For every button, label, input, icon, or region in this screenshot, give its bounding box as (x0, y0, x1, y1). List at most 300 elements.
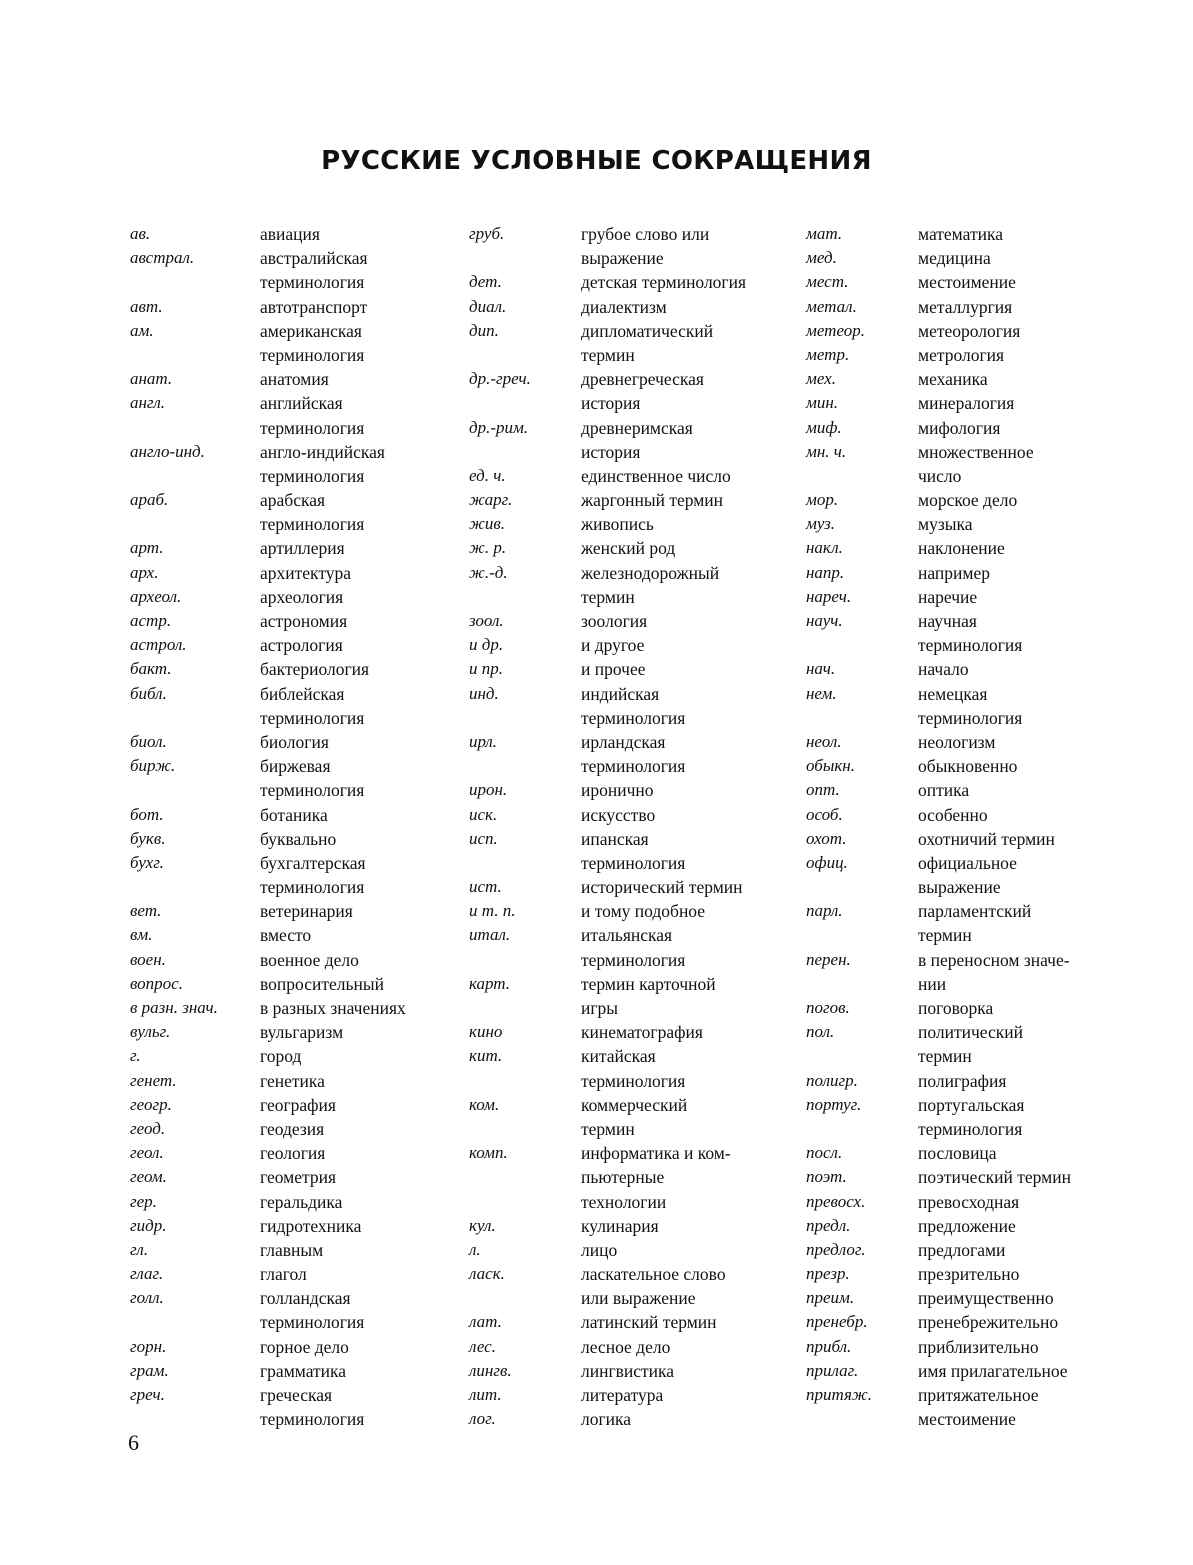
abbreviation-meaning: иронично (581, 780, 654, 801)
abbreviation (130, 512, 260, 536)
abbreviation: преим. (806, 1288, 855, 1308)
abbreviation-entry (130, 1093, 406, 1117)
abbreviation: охот. (806, 828, 847, 848)
abbreviation-entry (469, 561, 746, 585)
abbreviation: карт. (469, 973, 511, 993)
abbreviation-meaning: кинематография (581, 1022, 703, 1043)
abbreviation-meaning: лесное дело (581, 1336, 671, 1357)
abbreviation-entry (806, 367, 1071, 391)
abbreviation-entry (130, 875, 406, 899)
abbreviation-entry (469, 633, 746, 657)
abbreviation: презр. (806, 1264, 850, 1284)
abbreviation-entry (806, 270, 1071, 294)
abbreviation-entry (469, 972, 746, 996)
abbreviation: инд. (469, 683, 499, 703)
abbreviation-entry (806, 1190, 1071, 1214)
abbreviation-meaning: нии (918, 973, 947, 994)
abbreviation-meaning: множественное (918, 441, 1034, 462)
abbreviation-entry (469, 706, 746, 730)
abbreviation-entry (806, 1238, 1071, 1262)
abbreviation: полигр. (806, 1070, 858, 1090)
abbreviation (806, 875, 918, 899)
abbreviation: португ. (806, 1094, 862, 1114)
abbreviation-entry (806, 1165, 1071, 1189)
abbreviation (469, 1069, 581, 1093)
abbreviation: обыкн. (806, 756, 855, 776)
abbreviation-meaning: обыкновенно (918, 756, 1018, 777)
abbreviation-meaning: пренебрежительно (918, 1312, 1059, 1333)
abbreviation-entry (469, 1093, 746, 1117)
abbreviation: мед. (806, 248, 837, 268)
abbreviation: лит. (469, 1385, 502, 1404)
abbreviation-meaning: начало (918, 659, 969, 680)
abbreviation: притяж. (806, 1385, 872, 1404)
abbreviation-entry (469, 585, 746, 609)
abbreviation-column-3 (806, 222, 1071, 1431)
abbreviation-meaning: автотранспорт (260, 296, 368, 317)
abbreviation: геол. (130, 1143, 164, 1163)
abbreviation: австрал. (130, 248, 195, 268)
abbreviation: библ. (130, 683, 167, 703)
abbreviation-meaning: выражение (581, 248, 664, 269)
abbreviation (806, 923, 918, 947)
abbreviation-meaning: метеорология (918, 320, 1021, 341)
abbreviation-meaning: число (918, 465, 962, 486)
abbreviation-entry (130, 440, 406, 464)
abbreviation-entry (806, 1286, 1071, 1310)
abbreviation: особ. (806, 804, 843, 824)
abbreviation: ком. (469, 1094, 500, 1114)
abbreviation: англ. (130, 393, 166, 413)
abbreviation: лат. (469, 1312, 502, 1332)
abbreviation-entry (469, 923, 746, 947)
abbreviation-entry (130, 996, 406, 1020)
abbreviation: ирон. (469, 780, 508, 800)
abbreviation: нем. (806, 683, 837, 703)
page-number: 6 (128, 1430, 139, 1455)
abbreviation (130, 270, 260, 294)
abbreviation: ист. (469, 877, 502, 897)
abbreviation: прибл. (806, 1336, 852, 1356)
abbreviation-meaning: ботаника (260, 804, 328, 825)
abbreviation-entry (130, 561, 406, 585)
abbreviation: ед. ч. (469, 465, 506, 485)
abbreviation-meaning: искусство (581, 804, 656, 825)
abbreviation: г. (130, 1046, 141, 1066)
abbreviation-entry (130, 899, 406, 923)
abbreviation (806, 1117, 918, 1141)
abbreviation-entry (130, 391, 406, 415)
abbreviation-meaning: астрономия (260, 611, 348, 631)
abbreviation-meaning: вместо (260, 925, 312, 946)
abbreviation: лес. (469, 1336, 496, 1356)
abbreviation: превосх. (806, 1191, 866, 1211)
abbreviation: гл. (130, 1239, 149, 1259)
abbreviation-column-1 (130, 222, 406, 1431)
abbreviation-entry (806, 730, 1071, 754)
abbreviation-meaning: терминология (260, 514, 365, 535)
abbreviation-meaning: терминология (581, 756, 686, 777)
abbreviation: поэт. (806, 1167, 847, 1187)
abbreviation-entry (806, 1335, 1071, 1359)
abbreviation: нареч. (806, 586, 852, 606)
abbreviation: дет. (469, 272, 502, 292)
abbreviation-entry (469, 851, 746, 875)
abbreviation: вульг. (130, 1022, 171, 1042)
abbreviation (469, 440, 581, 464)
abbreviation (130, 706, 260, 730)
abbreviation-meaning: математика (918, 224, 1003, 244)
abbreviation: лог. (469, 1409, 496, 1429)
abbreviation-entry (469, 996, 746, 1020)
abbreviation-meaning: пословица (918, 1143, 997, 1164)
abbreviation: англо-инд. (130, 441, 205, 461)
abbreviation-entry (469, 464, 746, 488)
abbreviation-meaning: кулинария (581, 1215, 659, 1236)
abbreviation-meaning: механика (918, 369, 988, 390)
abbreviation: зоол. (469, 611, 504, 630)
abbreviation-entry (469, 1238, 746, 1262)
abbreviation: муз. (806, 514, 836, 534)
abbreviation-entry (130, 1238, 406, 1262)
abbreviation (469, 585, 581, 609)
abbreviation-meaning: география (260, 1094, 336, 1115)
abbreviation: гидр. (130, 1215, 167, 1235)
abbreviation-meaning: неологизм (918, 731, 996, 752)
abbreviation-entry (130, 923, 406, 947)
abbreviation: ж. р. (469, 538, 507, 558)
abbreviation-entry (130, 1069, 406, 1093)
abbreviation-meaning: история (581, 441, 641, 462)
abbreviation (806, 706, 918, 730)
abbreviation-meaning: термин (581, 586, 635, 607)
abbreviation-entry (469, 1383, 746, 1407)
abbreviation-meaning: военное дело (260, 949, 359, 970)
abbreviation-entry (130, 827, 406, 851)
abbreviation-entry (806, 440, 1071, 464)
abbreviation-meaning: астрология (260, 635, 343, 656)
abbreviation-meaning: выражение (918, 877, 1001, 898)
abbreviation-entry (469, 1117, 746, 1141)
abbreviation-meaning: термин (581, 1118, 635, 1139)
abbreviation: ам. (130, 320, 154, 340)
abbreviation-meaning: металлургия (918, 296, 1013, 317)
abbreviation: накл. (806, 538, 843, 558)
abbreviation-entry (806, 1383, 1071, 1407)
abbreviation-meaning: диалектизм (581, 296, 667, 317)
abbreviation-entry (130, 464, 406, 488)
abbreviation-entry (130, 1359, 406, 1383)
abbreviation-entry (469, 1214, 746, 1238)
abbreviation-meaning: главным (260, 1239, 324, 1260)
abbreviation-entry (469, 512, 746, 536)
abbreviation (130, 464, 260, 488)
abbreviation-entry (806, 803, 1071, 827)
abbreviation-entry (130, 222, 406, 246)
abbreviation-entry (130, 512, 406, 536)
abbreviation: вопрос. (130, 973, 183, 993)
abbreviation-entry (469, 1286, 746, 1310)
abbreviation-entry (469, 1190, 746, 1214)
abbreviation: мин. (806, 393, 839, 413)
abbreviation-entry (469, 1359, 746, 1383)
abbreviation-entry (806, 536, 1071, 560)
abbreviation-entry (806, 464, 1071, 488)
abbreviation: предлог. (806, 1239, 866, 1259)
abbreviation-entry (130, 1141, 406, 1165)
abbreviation-entry (806, 972, 1071, 996)
abbreviation (130, 1310, 260, 1334)
abbreviation-meaning: игры (581, 998, 619, 1018)
abbreviation: мор. (806, 490, 839, 510)
abbreviation-entry (469, 778, 746, 802)
abbreviation-meaning: грубое слово или (581, 224, 710, 244)
abbreviation: л. (469, 1239, 481, 1259)
abbreviation-entry (806, 1093, 1071, 1117)
abbreviation: ирл. (469, 731, 498, 751)
abbreviation: перен. (806, 949, 851, 969)
abbreviation: опт. (806, 780, 840, 800)
abbreviation: кит. (469, 1046, 503, 1066)
abbreviation: жарг. (469, 490, 513, 510)
abbreviation-meaning: официальное (918, 852, 1017, 873)
abbreviation: грам. (130, 1360, 169, 1380)
abbreviation: гер. (130, 1191, 157, 1211)
abbreviation-entry (130, 246, 406, 270)
abbreviation: астр. (130, 611, 172, 630)
abbreviation-entry (130, 1310, 406, 1334)
abbreviation-meaning: музыка (918, 514, 973, 535)
abbreviation-meaning: имя прилагательное (918, 1360, 1068, 1381)
abbreviation-meaning: наклонение (918, 538, 1005, 559)
abbreviation (469, 343, 581, 367)
abbreviation (469, 1165, 581, 1189)
abbreviation (469, 1190, 581, 1214)
abbreviation-meaning: немецкая (918, 683, 988, 704)
abbreviation-entry (469, 1310, 746, 1334)
abbreviation-meaning: литература (581, 1385, 664, 1405)
abbreviation-entry (130, 682, 406, 706)
abbreviation-meaning: анатомия (260, 369, 329, 390)
abbreviation: лингв. (469, 1360, 512, 1380)
abbreviation: бухг. (130, 852, 164, 872)
abbreviation-meaning: терминология (260, 272, 365, 293)
abbreviation: иск. (469, 804, 498, 824)
abbreviation (806, 464, 918, 488)
abbreviation-meaning: коммерческий (581, 1094, 688, 1115)
abbreviation-entry (806, 778, 1071, 802)
abbreviation: науч. (806, 611, 843, 630)
abbreviation-meaning: генетика (260, 1070, 325, 1091)
abbreviation-meaning: терминология (260, 707, 365, 728)
abbreviation-meaning: глагол (260, 1264, 307, 1285)
abbreviation-entry (130, 972, 406, 996)
abbreviation-meaning: геральдика (260, 1191, 343, 1212)
abbreviation-meaning: авиация (260, 224, 320, 244)
abbreviation-meaning: информатика и ком- (581, 1143, 731, 1164)
abbreviation-entry (469, 270, 746, 294)
abbreviation-entry (130, 536, 406, 560)
abbreviation-entry (806, 633, 1071, 657)
abbreviation-meaning: предложение (918, 1215, 1016, 1236)
abbreviation-meaning: презрительно (918, 1264, 1020, 1285)
abbreviation: дип. (469, 320, 499, 340)
abbreviation-entry (806, 512, 1071, 536)
abbreviation: глаг. (130, 1264, 164, 1284)
abbreviation: геод. (130, 1118, 166, 1138)
abbreviation-entry (130, 706, 406, 730)
abbreviation-meaning: пьютерные (581, 1167, 665, 1188)
abbreviation-meaning: местоимение (918, 1409, 1016, 1430)
abbreviation-entry (130, 488, 406, 512)
abbreviation-meaning: город (260, 1046, 302, 1067)
abbreviation-meaning: или выражение (581, 1288, 696, 1309)
abbreviation-meaning: терминология (260, 417, 365, 438)
abbreviation-meaning: история (581, 393, 641, 414)
abbreviation: и др. (469, 635, 504, 655)
abbreviation (130, 1407, 260, 1431)
abbreviation-meaning: терминология (260, 877, 365, 898)
abbreviation-meaning: особенно (918, 804, 988, 825)
abbreviation: кул. (469, 1215, 496, 1235)
abbreviation: прилаг. (806, 1360, 859, 1380)
abbreviation-entry (806, 416, 1071, 440)
abbreviation-entry (130, 754, 406, 778)
abbreviation-meaning: итальянская (581, 925, 673, 946)
abbreviation-entry (130, 319, 406, 343)
abbreviation-entry (806, 1359, 1071, 1383)
abbreviation-meaning: полиграфия (918, 1070, 1007, 1091)
abbreviation-meaning: дипломатический (581, 320, 714, 341)
abbreviation-meaning: геометрия (260, 1167, 336, 1188)
abbreviation (130, 778, 260, 802)
abbreviation-entry (130, 1286, 406, 1310)
abbreviation (130, 416, 260, 440)
abbreviation: археол. (130, 586, 182, 606)
abbreviation: мат. (806, 224, 843, 243)
abbreviation-meaning: живопись (581, 514, 654, 535)
abbreviation-entry (806, 391, 1071, 415)
abbreviation (806, 633, 918, 657)
abbreviation-meaning: англо-индийская (260, 441, 385, 462)
abbreviation-entry (469, 440, 746, 464)
abbreviation: метеор. (806, 320, 866, 340)
abbreviation-meaning: зоология (581, 611, 648, 631)
abbreviation-meaning: и прочее (581, 659, 646, 680)
abbreviation (469, 996, 581, 1020)
abbreviation-meaning: единственное число (581, 465, 731, 486)
abbreviation-entry (806, 1310, 1071, 1334)
abbreviation-entry (469, 222, 746, 246)
abbreviation-entry (469, 875, 746, 899)
abbreviation-entry (469, 1335, 746, 1359)
abbreviation-meaning: терминология (918, 1118, 1023, 1139)
abbreviation: метал. (806, 296, 857, 316)
abbreviation: мн. ч. (806, 441, 847, 461)
abbreviation-meaning: научная (918, 611, 977, 631)
abbreviation-meaning: американская (260, 320, 362, 341)
abbreviation-entry (130, 1165, 406, 1189)
abbreviation-meaning: минералогия (918, 393, 1015, 414)
abbreviation-meaning: латинский термин (581, 1312, 717, 1333)
abbreviation-meaning: местоимение (918, 272, 1016, 293)
abbreviation-meaning: охотничий термин (918, 828, 1055, 849)
abbreviation-entry (469, 1044, 746, 1068)
abbreviation-entry (130, 1262, 406, 1286)
abbreviation-meaning: португальская (918, 1094, 1025, 1115)
abbreviation-entry (469, 391, 746, 415)
page-title: РУССКИЕ УСЛОВНЫЕ СОКРАЩЕНИЯ (321, 146, 872, 176)
abbreviation-meaning: термин (918, 1046, 972, 1067)
abbreviation-meaning: ирландская (581, 731, 666, 752)
abbreviation-entry (806, 488, 1071, 512)
abbreviation-meaning: древнеримская (581, 417, 693, 438)
abbreviation-entry (130, 1407, 406, 1431)
abbreviation-entry (469, 1141, 746, 1165)
abbreviation-entry (806, 1020, 1071, 1044)
abbreviation: голл. (130, 1288, 164, 1308)
abbreviation: геогр. (130, 1094, 172, 1114)
abbreviation-entry (806, 246, 1071, 270)
abbreviation: предл. (806, 1215, 851, 1235)
abbreviation-entry (130, 633, 406, 657)
abbreviation: мех. (806, 369, 836, 389)
abbreviation-meaning: парламентский (918, 901, 1032, 922)
abbreviation: астрол. (130, 635, 187, 655)
abbreviation-meaning: ласкательное слово (581, 1264, 726, 1285)
abbreviation-entry (806, 948, 1071, 972)
abbreviation: арт. (130, 538, 164, 558)
abbreviation-meaning: логика (581, 1409, 632, 1430)
abbreviation-meaning: исторический термин (581, 877, 743, 898)
abbreviation (130, 875, 260, 899)
abbreviation: букв. (130, 828, 166, 848)
abbreviation: др.-рим. (469, 417, 529, 437)
abbreviation-entry (806, 682, 1071, 706)
abbreviation-entry (806, 343, 1071, 367)
abbreviation-entry (806, 1044, 1071, 1068)
abbreviation-entry (130, 1117, 406, 1141)
abbreviation: груб. (469, 224, 505, 243)
abbreviation-entry (469, 295, 746, 319)
abbreviation-meaning: гидротехника (260, 1215, 362, 1236)
abbreviation: парл. (806, 901, 843, 921)
abbreviation: неол. (806, 731, 842, 751)
abbreviation-meaning: и другое (581, 635, 645, 656)
abbreviation: геом. (130, 1167, 167, 1187)
abbreviation: бот. (130, 804, 164, 824)
abbreviation-entry (130, 367, 406, 391)
abbreviation-entry (130, 295, 406, 319)
abbreviation-meaning: терминология (581, 1070, 686, 1091)
abbreviation-meaning: морское дело (918, 490, 1018, 511)
abbreviation-meaning: оптика (918, 780, 970, 801)
abbreviation: жив. (469, 514, 505, 534)
abbreviation-meaning: приблизительно (918, 1336, 1039, 1357)
abbreviation-entry (469, 319, 746, 343)
abbreviation-entry (469, 1165, 746, 1189)
abbreviation-meaning: лицо (581, 1239, 618, 1260)
abbreviation-entry (469, 754, 746, 778)
abbreviation-entry (130, 343, 406, 367)
abbreviation-entry (806, 1117, 1071, 1141)
abbreviation (806, 1407, 918, 1431)
abbreviation: бакт. (130, 659, 172, 679)
abbreviation-entry (806, 1262, 1071, 1286)
abbreviation-meaning: терминология (260, 1312, 365, 1333)
abbreviation (469, 851, 581, 875)
abbreviation-meaning: австралийская (260, 248, 368, 269)
